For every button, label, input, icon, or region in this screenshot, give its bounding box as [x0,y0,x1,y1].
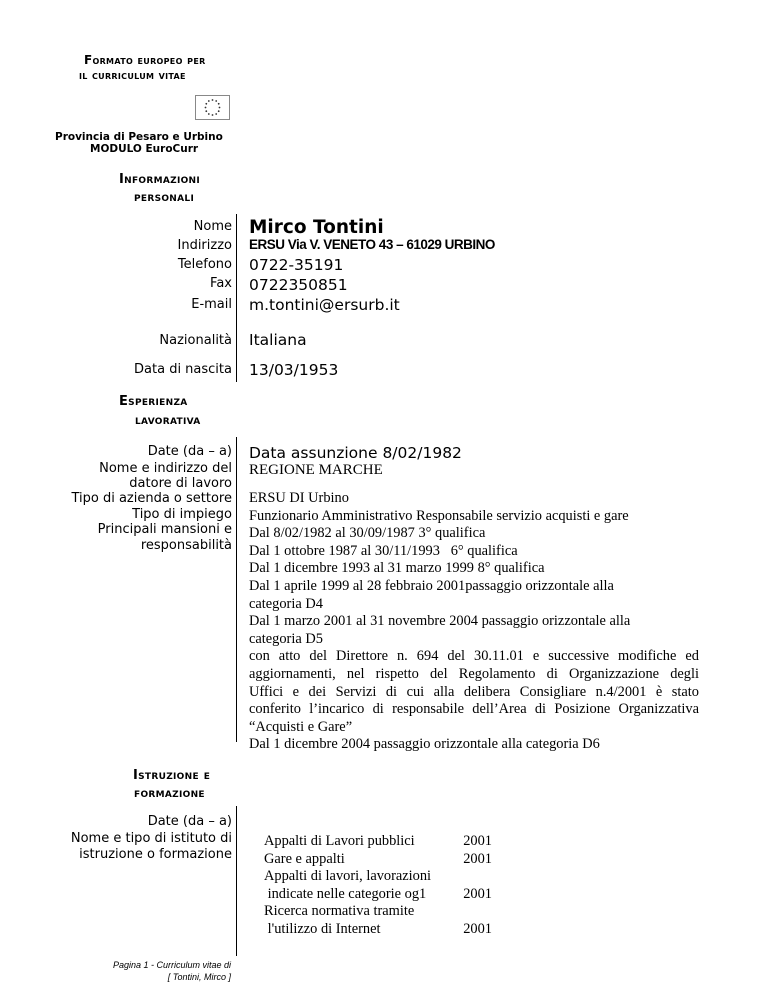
course-row: Ricerca normativa tramite [264,903,415,920]
label-nationality: Nazionalità [159,333,232,348]
value-birth: 13/03/1953 [249,361,339,379]
label-exp-sector: Tipo di azienda o settore [71,491,232,506]
label-email: E-mail [191,297,232,312]
label-edu-date: Date (da – a) [147,814,232,829]
course-list [264,833,492,939]
value-exp-employer: REGIONE MARCHE [249,462,383,478]
section-personal-line2: personali [134,189,195,204]
province-name: Provincia di Pesaro e Urbino [55,131,223,143]
exp-line: con atto del Direttore n. 694 del 30.11.01 e successive modifiche ed [249,648,699,665]
label-exp-date: Date (da – a) [147,444,232,459]
course-row: indicate nelle categorie og1 2001 [264,885,492,902]
exp-line: Dal 1 ottobre 1987 al 30/11/1993 6° qualifica [249,542,518,559]
label-exp-duties1: Principali mansioni e [97,522,232,537]
value-exp-date: Data assunzione 8/02/1982 [249,444,462,462]
section-education-line1: Istruzione e [133,768,211,783]
experience-divider [236,437,237,742]
value-nationality: Italiana [249,331,307,349]
experience-description [249,490,699,754]
footer-page-line2: [ Tontini, Mirco ] [167,972,231,982]
course-row: Gare e appalti 2001 [264,850,492,867]
section-experience-line1: Esperienza [119,394,188,409]
exp-line: aggiornamenti, nel rispetto del Regolamento di Organizzazione degli [249,665,699,682]
exp-line: Dal 1 marzo 2001 al 31 novembre 2004 passaggio orizzontale alla [249,613,631,630]
exp-line: conferito l’incarico di responsabile dell’Area di Posizione Organizzativa [249,701,699,718]
label-edu-institute2: istruzione o formazione [79,847,232,862]
course-row: l'utilizzo di Internet 2001 [264,920,492,937]
label-exp-type: Tipo di impiego [132,507,232,522]
label-address: Indirizzo [177,238,232,253]
value-fax: 0722350851 [249,276,348,294]
label-fax: Fax [210,276,232,291]
exp-line: Uffici e dei Servizi di cui alla delibera Consigliare n.4/2001 è stato [249,683,699,700]
label-exp-duties2: responsabilità [140,538,232,553]
exp-line: Dal 1 aprile 1999 al 28 febbraio 2001passaggio orizzontale alla [249,577,614,594]
exp-line: “Acquisti e Gare” [249,718,353,735]
exp-line: Dal 8/02/1982 al 30/09/1987 3° qualifica [249,525,486,542]
course-row: Appalti di lavori, lavorazioni [264,868,432,885]
cv-title-line1: Formato europeo per [84,53,206,67]
value-email: m.tontini@ersurb.it [249,296,400,314]
label-name: Nome [193,219,232,234]
cv-title-line2: il curriculum vitae [79,68,186,82]
exp-line: Dal 1 dicembre 2004 passaggio orizzontale alla categoria D6 [249,736,600,753]
label-phone: Telefono [177,257,232,272]
exp-line: ERSU DI Urbino [249,490,349,506]
label-birth: Data di nascita [134,362,232,377]
exp-line: Funzionario Amministrativo Responsabile servizio acquisti e gare [249,507,629,524]
course-row: Appalti di Lavori pubblici 2001 [264,833,492,849]
section-personal-line1: Informazioni [119,172,201,187]
exp-line: Dal 1 dicembre 1993 al 31 marzo 1999 8° qualifica [249,560,545,577]
value-name: Mirco Tontini [249,217,384,238]
label-edu-institute1: Nome e tipo di istituto di [70,831,232,846]
footer-page-line1: Pagina 1 - Curriculum vitae di [112,960,231,970]
module-name: MODULO EuroCurr [90,143,199,155]
label-exp-employer2: datore di lavoro [129,476,232,491]
section-experience-line2: lavorativa [135,412,201,427]
value-phone: 0722-35191 [249,256,344,274]
value-address: ERSU Via V. VENETO 43 – 61029 URBINO [249,237,495,252]
eu-flag-icon [195,95,230,120]
label-exp-employer1: Nome e indirizzo del [99,461,232,476]
section-education-line2: formazione [134,785,205,800]
exp-line: categoria D4 [249,595,323,612]
personal-divider [236,214,237,382]
exp-line: categoria D5 [249,630,323,647]
education-divider [236,806,237,956]
